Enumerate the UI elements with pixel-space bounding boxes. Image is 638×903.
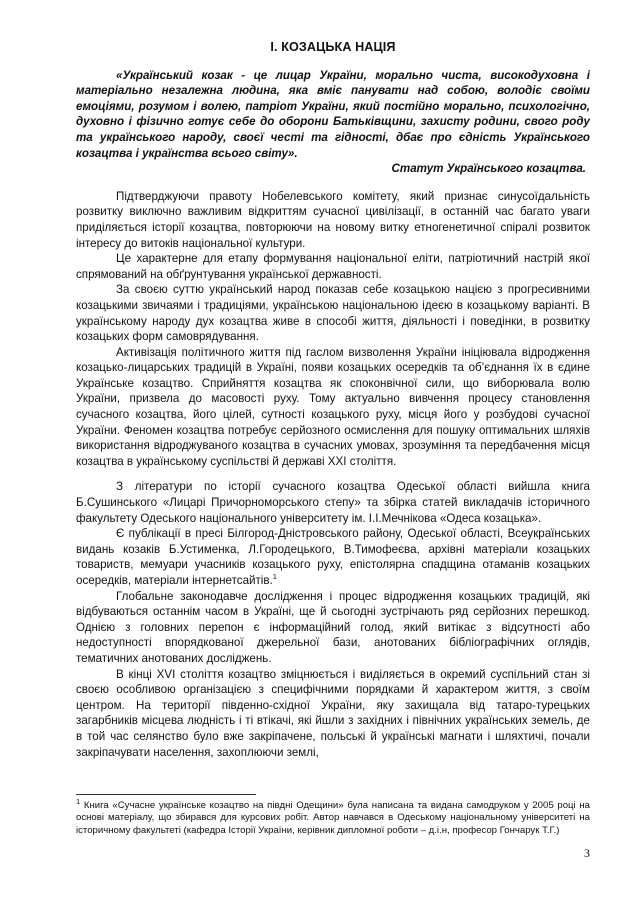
paragraph-3: За своєю суттю український народ показав себе козацькою нацією з прогресивними козацькими звичаями і традиціями, українською національною ідеєю в козацькому варіанті. В українському народу дух козацтва живе в способі життя, діяльності і поведінки, в розвитку козацьких форм самоврядування. [76, 283, 590, 344]
paragraph-6-text: Є публікації в пресі Білгород-Дністровського району, Одеської області, Всеукраїнських видань козаків Б.Устименка, Л.Городецького, В.Тимофеєва, архівні матеріали козацьких товариств, мемуари учасників козацького руху, епістолярна спадщина отаманів козацьких осередків, матеріали інтернетсайтів. [76, 527, 590, 587]
page-content [76, 40, 590, 760]
paragraph-7: Глобальне законодавче дослідження і процес відродження козацьких традицій, які відбуваються останнім часом в Україні, ще й сьогодні зустрічають ряд серйозних перешкод. Однією з головних перепон є інформаційний голод, який витікає з відсутності або недоступності впорядкованої джерельної бази, анотованих бібліографічних оглядів, тематичних анотованих досліджень. [76, 589, 590, 665]
paragraph-8: В кінці XVI століття козацтво зміцнюється і виділяється в окремий суспільний стан зі своєю особливою організацією з специфічними порядками й характером життя, з своїм центром. На території південно-східної України, яку захищала від татаро-турецьких загарбників місцева людність і ті втікачі, які йшли з західних і північних українських земель, де в той час селянство було вже закріпачене, польські й українські магнати і шляхтичі, почали закріпачувати населення, захоплюючи землі, [76, 667, 590, 759]
paragraph-5: З літератури по історії сучасного козацтва Одеської області вийшла книга Б.Сушинського «Лицарі Причорноморського степу» та збірка статей викладачів історичного факультету Одеського національного університету ім. І.І.Мечнікова «Одеса козацька». [76, 480, 590, 525]
footnote [76, 796, 590, 837]
footnote-marker: 1 [76, 796, 81, 806]
footnote-divider [76, 794, 256, 795]
paragraph-6 [76, 526, 590, 588]
epigraph-text: «Український козак - це лицар України, морально чиста, високодуховна і матеріально незалежна людина, яка вміє панувати над собою, володіє своїми емоціями, розумом і волею, патріот України, який постійно морально, психологічно, духовно і фізично готує себе до оборони Батьківщини, захисту родини, свого роду та українського народу, своєї честі та гідності, дбає про єдність Українського козацтва і українства всього світу». [76, 68, 590, 160]
footnote-text: Книга «Сучасне українське козацтво на півдні Одещини» була написана та видана самодруком у 2005 році на основі матеріалу, що збирався для курсових робіт. Автор навчався в Одеському національному університеті на історичному факультеті (кафедра Історії України, керівник дипломної роботи – д.і.н, професор Гончарук Т.Г.) [76, 800, 590, 836]
paragraph-2: Це характерне для етапу формування національної еліти, патріотичний настрій якої спрямований на обґрунтування української державності. [76, 252, 590, 281]
page-number: 3 [584, 846, 590, 860]
paragraph-1: Підтверджуючи правоту Нобелевського комітету, який признає синусоїдальність розвитку виключно важливим відкриттям сучасної цивілізації, в останній час багато уваги приділяється історії козацтва, повторюючи на новому витку етногенетичної спіралі розвиток інтересу до витоків національної культури. [76, 189, 590, 250]
paragraph-4: Активізація політичного життя під гаслом визволення України ініціювала відродження козацько-лицарських традицій в Україні, появи козацьких осередків та об’єднання їх в єдине Українське козацтво. Сприйняття козацтва як споконвічної сили, що виборювала волю України, призвела до масовості руху. Тому актуально вивчення процесу становлення сучасного козацтва, його цілей, сутності козацького руху, місця його у розбудові сучасної України. Феномен козацтва потребує серйозного осмислення для пошуку оптимальних шляхів використання відроджуваного козацтва в сучасних умовах, зрозуміння та передбачення місця козацтва в українському суспільстві й державі XXI століття. [76, 345, 590, 468]
epigraph-source: Статут Українського козацтва. [391, 162, 586, 176]
chapter-title: І. КОЗАЦЬКА НАЦІЯ [270, 40, 396, 54]
footnote-reference[interactable]: 1 [272, 572, 277, 582]
